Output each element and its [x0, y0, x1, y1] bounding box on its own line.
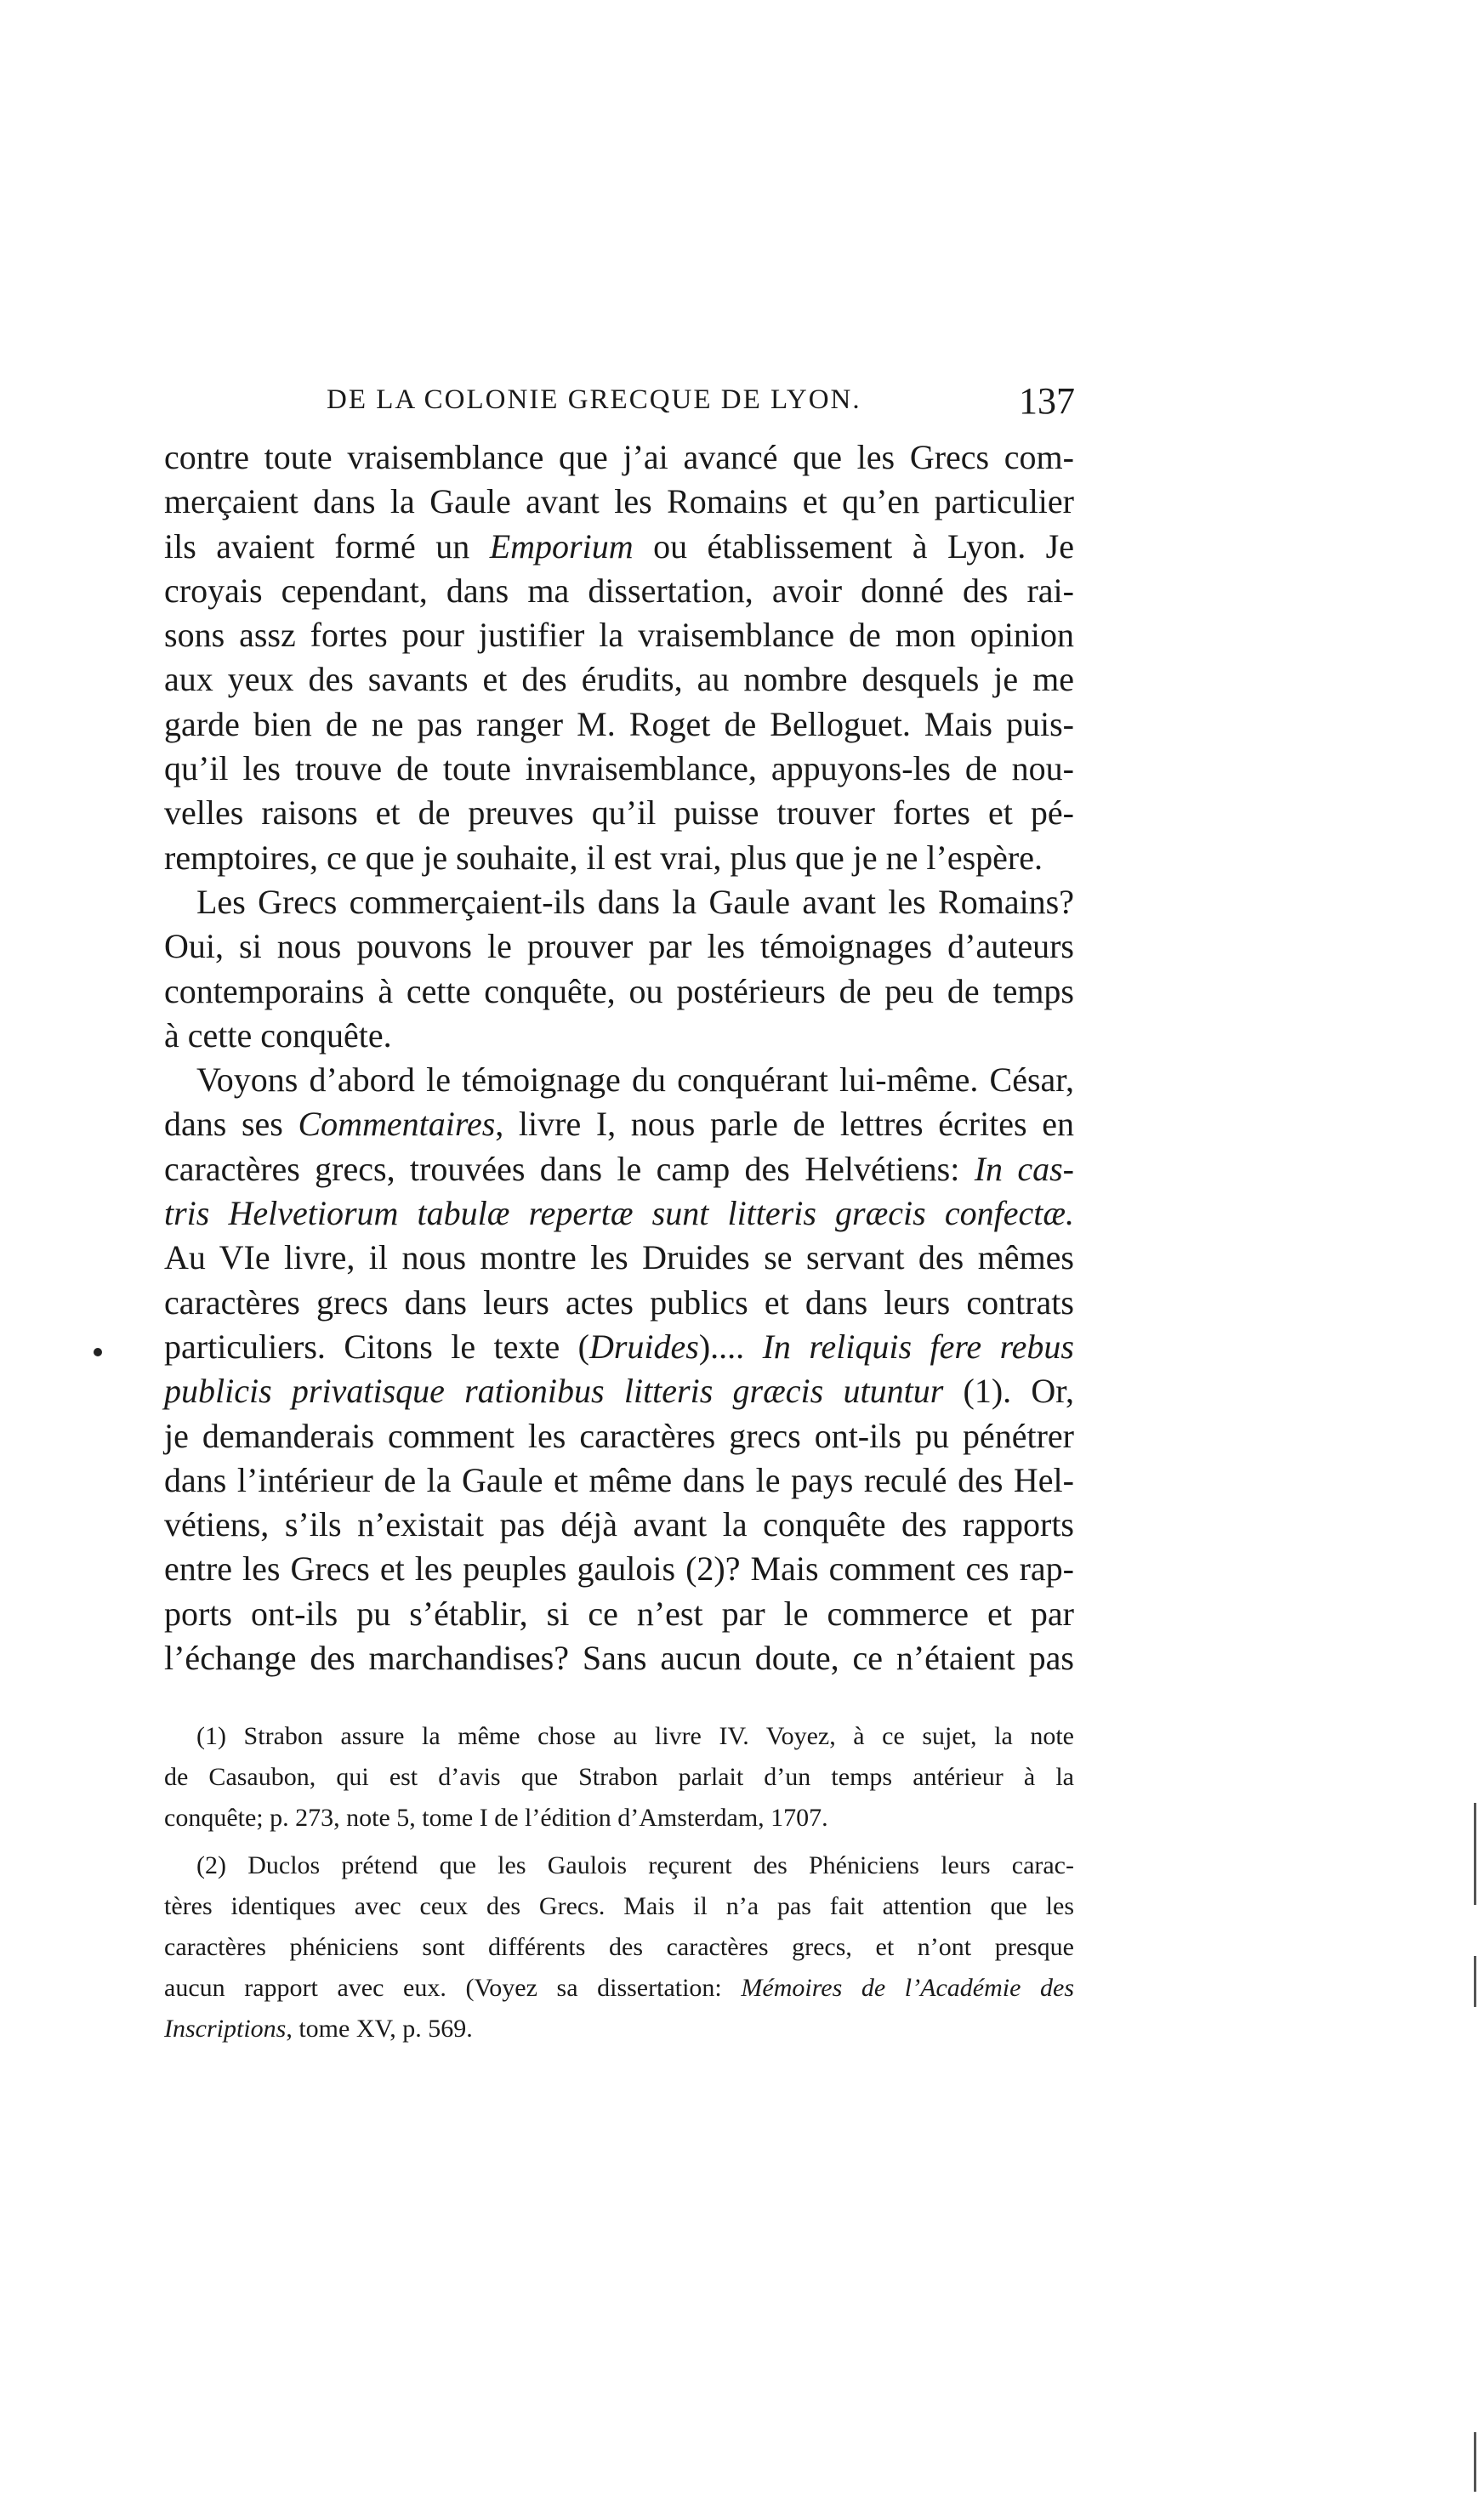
text-segment: conquête; p. 273, note 5, tome I de l’édition d’Amsterdam, 1707. — [164, 1804, 828, 1832]
scan-edge-mark — [1474, 2432, 1476, 2492]
body-line — [164, 702, 1074, 747]
text-segment: l’échange des marchandises? Sans aucun doute, ce n’étaient pas — [164, 1639, 1074, 1678]
text-segment: merçaient dans la Gaule avant les Romains et qu’en particulier — [164, 482, 1074, 521]
body-line — [164, 791, 1074, 835]
footnote-line — [164, 1927, 1074, 1968]
body-line — [164, 1414, 1074, 1458]
text-segment: particuliers. Citons le texte ( — [164, 1327, 589, 1366]
margin-mark — [94, 1348, 102, 1356]
body-line — [164, 1592, 1074, 1636]
text-segment: caractères phéniciens sont différents des caractères grecs, et n’ont presque — [164, 1933, 1074, 1961]
body-line — [164, 569, 1074, 613]
text-segment: Au VIe livre, il nous montre les Druides se servant des mêmes — [164, 1238, 1074, 1277]
text-segment: dans ses — [164, 1105, 299, 1144]
text-segment: je demanderais comment les caractères grecs ont-ils pu pénétrer — [164, 1416, 1074, 1455]
italic-text: Commentaires — [298, 1105, 496, 1144]
scan-edge-mark — [1474, 1803, 1476, 1905]
text-segment: (1) Strabon assure la même chose au livre IV. Voyez, à ce sujet, la note — [196, 1722, 1074, 1750]
text-segment: (2) Duclos prétend que les Gaulois reçurent des Phéniciens leurs carac- — [196, 1851, 1074, 1879]
italic-text: In reliquis fere rebus — [762, 1327, 1074, 1366]
text-segment: croyais cependant, dans ma dissertation, avoir donné des rai- — [164, 571, 1074, 610]
body-line — [164, 969, 1074, 1014]
text-segment: tères identiques avec ceux des Grecs. Mais il n’a pas fait attention que les — [164, 1892, 1074, 1920]
footnote-line — [164, 1798, 1074, 1839]
footnote-line — [164, 1886, 1074, 1927]
italic-text: In cas- — [974, 1149, 1074, 1188]
body-line — [164, 1147, 1074, 1191]
body-line — [164, 1547, 1074, 1591]
text-segment: Oui, si nous pouvons le prouver par les témoignages d’auteurs — [164, 927, 1074, 966]
footnote-line — [164, 1968, 1074, 2009]
page-number: 137 — [1019, 380, 1075, 422]
body-line — [164, 613, 1074, 657]
body-line — [164, 1058, 1074, 1102]
body-line — [164, 657, 1074, 702]
text-segment: ils avaient formé un — [164, 526, 490, 566]
text-segment: (1). Or, — [943, 1372, 1074, 1411]
text-segment: vétiens, s’ils n’existait pas déjà avant la conquête des rapports — [164, 1505, 1074, 1544]
text-segment: contre toute vraisemblance que j’ai avancé que les Grecs com- — [164, 438, 1074, 476]
text-segment: garde bien de ne pas ranger M. Roget de Belloguet. Mais puis- — [164, 704, 1074, 743]
italic-text: Inscriptions — [164, 2015, 287, 2043]
text-segment: Les Grecs commerçaient-ils dans la Gaule avant les Romains? — [196, 882, 1074, 921]
text-segment: entre les Grecs et les peuples gaulois (2)? Mais comment ces rap- — [164, 1549, 1074, 1589]
body-line — [164, 525, 1074, 569]
body-line — [164, 836, 1074, 880]
text-segment: caractères grecs, trouvées dans le camp des Helvétiens: — [164, 1149, 975, 1188]
italic-text: publicis privatisque rationibus litteris græcis utuntur — [164, 1372, 944, 1411]
running-head — [327, 380, 1075, 435]
text-segment: ).... — [698, 1327, 763, 1366]
italic-text: Druides — [588, 1327, 699, 1366]
footnote-gap — [164, 1839, 1074, 1845]
footnote-line — [164, 1757, 1074, 1798]
text-segment: , livre I, nous parle de lettres écrites en — [495, 1105, 1074, 1144]
scan-edge-mark — [1474, 1956, 1476, 2007]
body-line — [164, 1236, 1074, 1280]
text-segment: de Casaubon, qui est d’avis que Strabon parlait d’un temps antérieur à la — [164, 1763, 1074, 1791]
text-segment: ou établissement à Lyon. Je — [633, 526, 1074, 566]
footnotes — [164, 1716, 1074, 2049]
text-segment: velles raisons et de preuves qu’il puisse trouver fortes et pé- — [164, 793, 1074, 833]
italic-text: Mémoires de l’Académie des — [741, 1974, 1074, 2002]
body-line — [164, 1503, 1074, 1547]
text-segment: sons assz fortes pour justifier la vraisemblance de mon opinion — [164, 616, 1074, 655]
body-text — [164, 435, 1074, 1680]
footnote-line — [164, 2009, 1074, 2049]
footnote-line — [164, 1845, 1074, 1886]
text-segment: contemporains à cette conquête, ou postérieurs de peu de temps — [164, 971, 1074, 1010]
text-segment: Voyons d’abord le témoignage du conquérant lui-même. César, — [196, 1060, 1074, 1100]
body-line — [164, 1281, 1074, 1325]
italic-text: Emporium — [489, 526, 634, 566]
text-segment: ports ont-ils pu s’établir, si ce n’est par le commerce et par — [164, 1594, 1074, 1633]
text-segment: aucun rapport avec eux. (Voyez sa dissertation: — [164, 1974, 742, 2002]
body-line — [164, 1369, 1074, 1413]
text-segment: à cette conquête. — [164, 1015, 392, 1055]
body-line — [164, 1636, 1074, 1680]
body-line — [164, 1014, 1074, 1058]
italic-text: tris Helvetiorum tabulæ repertæ sunt litteris græcis confectæ. — [164, 1194, 1074, 1233]
text-segment: qu’il les trouve de toute invraisemblance, appuyons-les de nou- — [164, 749, 1074, 788]
text-segment: caractères grecs dans leurs actes publics et dans leurs contrats — [164, 1282, 1074, 1322]
running-title: DE LA COLONIE GRECQUE DE LYON. — [327, 384, 861, 415]
body-line — [164, 1102, 1074, 1146]
text-segment: dans l’intérieur de la Gaule et même dans le pays reculé des Hel- — [164, 1460, 1074, 1499]
text-segment: aux yeux des savants et des érudits, au nombre desquels je me — [164, 660, 1074, 699]
footnote-line — [164, 1716, 1074, 1757]
body-line — [164, 1458, 1074, 1503]
body-line — [164, 1325, 1074, 1369]
body-line — [164, 880, 1074, 924]
body-line — [164, 924, 1074, 969]
body-line — [164, 480, 1074, 524]
text-segment: , tome XV, p. 569. — [286, 2015, 473, 2043]
body-line — [164, 747, 1074, 791]
body-line — [164, 435, 1074, 480]
text-segment: remptoires, ce que je souhaite, il est vrai, plus que je ne l’espère. — [164, 838, 1043, 877]
body-line — [164, 1191, 1074, 1236]
